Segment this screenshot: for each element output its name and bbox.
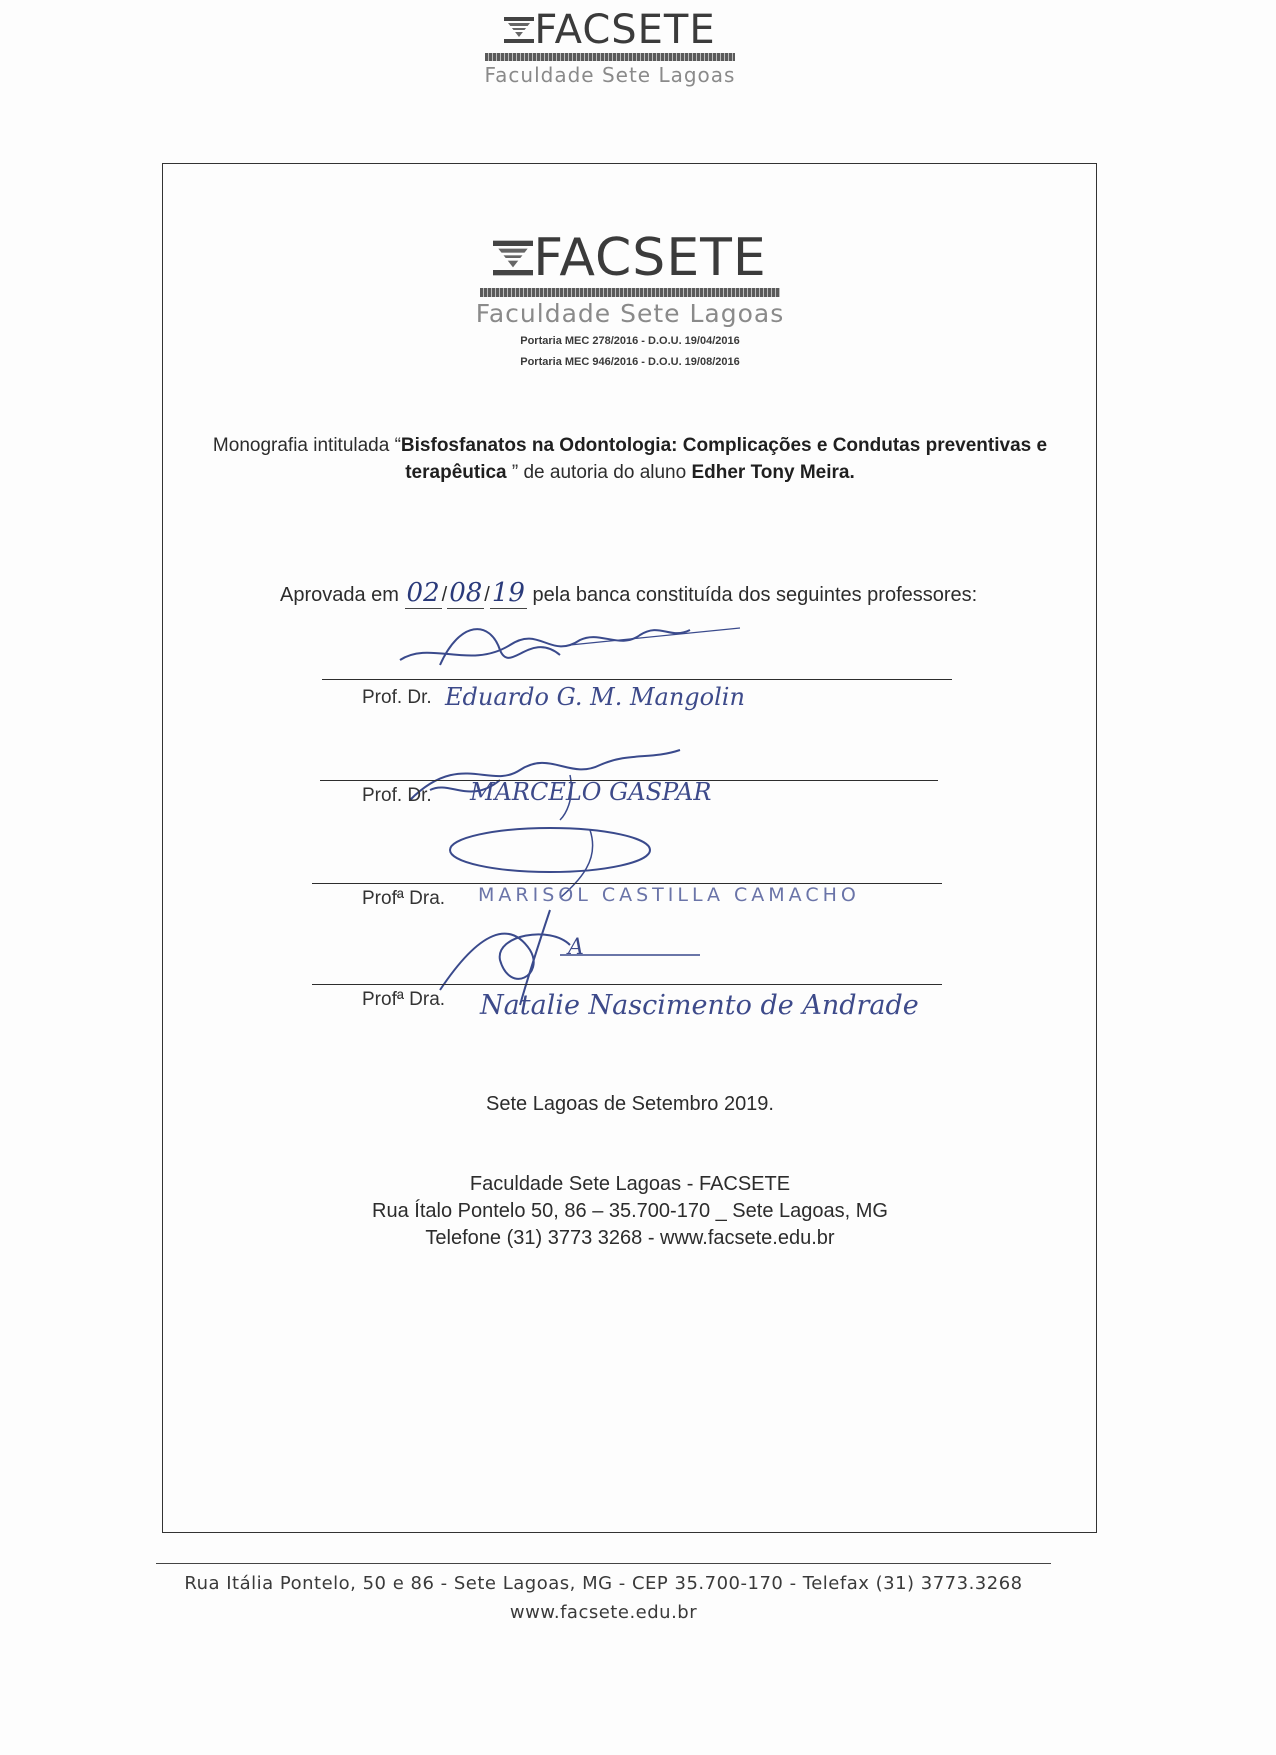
approval-line: Aprovada em 02 /08 /19 pela banca constituída dos seguintes professores: <box>280 578 978 608</box>
monograph-intro: Monografia intitulada “ <box>212 435 401 456</box>
monograph-statement <box>175 432 1085 486</box>
signature-1-mark <box>390 600 750 680</box>
portaria-2: Portaria MEC 946/2016 - D.O.U. 19/08/2016 <box>520 356 740 368</box>
place-date: Sete Lagoas de Setembro 2019. <box>486 1093 774 1115</box>
header-logo <box>480 7 740 87</box>
board-name-1: Eduardo G. M. Mangolin <box>445 683 745 711</box>
certificate-logo <box>470 228 790 370</box>
logo-subtitle: Faculdade Sete Lagoas <box>475 299 785 328</box>
footer-website: www.facsete.edu.br <box>509 1602 698 1623</box>
approval-year: 19 <box>491 578 525 608</box>
signature-line-1 <box>322 679 952 680</box>
board-name-3: MARISOL CASTILLA CAMACHO <box>478 884 860 906</box>
footer-address: Rua Itália Pontelo, 50 e 86 - Sete Lagoas, MG - CEP 35.700-170 - Telefax (31) 3773.3268 <box>184 1573 1023 1594</box>
institution-address: Rua Ítalo Pontelo 50, 86 – 35.700-170 _ Sete Lagoas, MG <box>372 1200 888 1222</box>
logo-name: FACSETE <box>534 7 716 53</box>
board-name-4: Natalie Nascimento de Andrade <box>480 990 919 1021</box>
approval-prefix: Aprovada em <box>280 584 399 606</box>
signature-4-initials: A <box>568 935 584 960</box>
signature-2-mark <box>400 730 700 820</box>
approval-suffix: pela banca constituída dos seguintes professores: <box>532 584 978 606</box>
approval-day: 02 <box>406 578 440 608</box>
board-role-4: Profª Dra. <box>362 989 446 1010</box>
board-role-1: Prof. Dr. <box>362 687 432 708</box>
institution-phone: Telefone (31) 3773 3268 - www.facsete.edu.br <box>425 1227 835 1249</box>
board-name-2: MARCELO GASPAR <box>470 778 712 806</box>
facsete-emblem-icon <box>504 15 534 45</box>
logo-subtitle: Faculdade Sete Lagoas <box>484 63 736 87</box>
logo-name: FACSETE <box>533 228 767 288</box>
monograph-author: Edher Tony Meira. <box>691 462 855 483</box>
institution-block <box>175 1171 1085 1252</box>
monograph-middle: ” de autoria do aluno <box>506 462 692 483</box>
facsete-emblem-icon <box>493 238 533 278</box>
signature-line-4 <box>312 984 942 985</box>
logo-bar <box>480 288 780 297</box>
footer-divider <box>156 1563 1051 1564</box>
board-role-3: Profª Dra. <box>362 888 446 909</box>
monograph-title: Bisfosfanatos na Odontologia: Complicações e Condutas preventivas e terapêutica <box>400 435 1048 483</box>
institution-name: Faculdade Sete Lagoas - FACSETE <box>469 1173 791 1195</box>
portaria-1: Portaria MEC 278/2016 - D.O.U. 19/04/2016 <box>520 335 740 347</box>
logo-bar <box>485 53 735 61</box>
approval-month: 08 <box>449 578 483 608</box>
board-role-2: Prof. Dr. <box>362 785 432 806</box>
